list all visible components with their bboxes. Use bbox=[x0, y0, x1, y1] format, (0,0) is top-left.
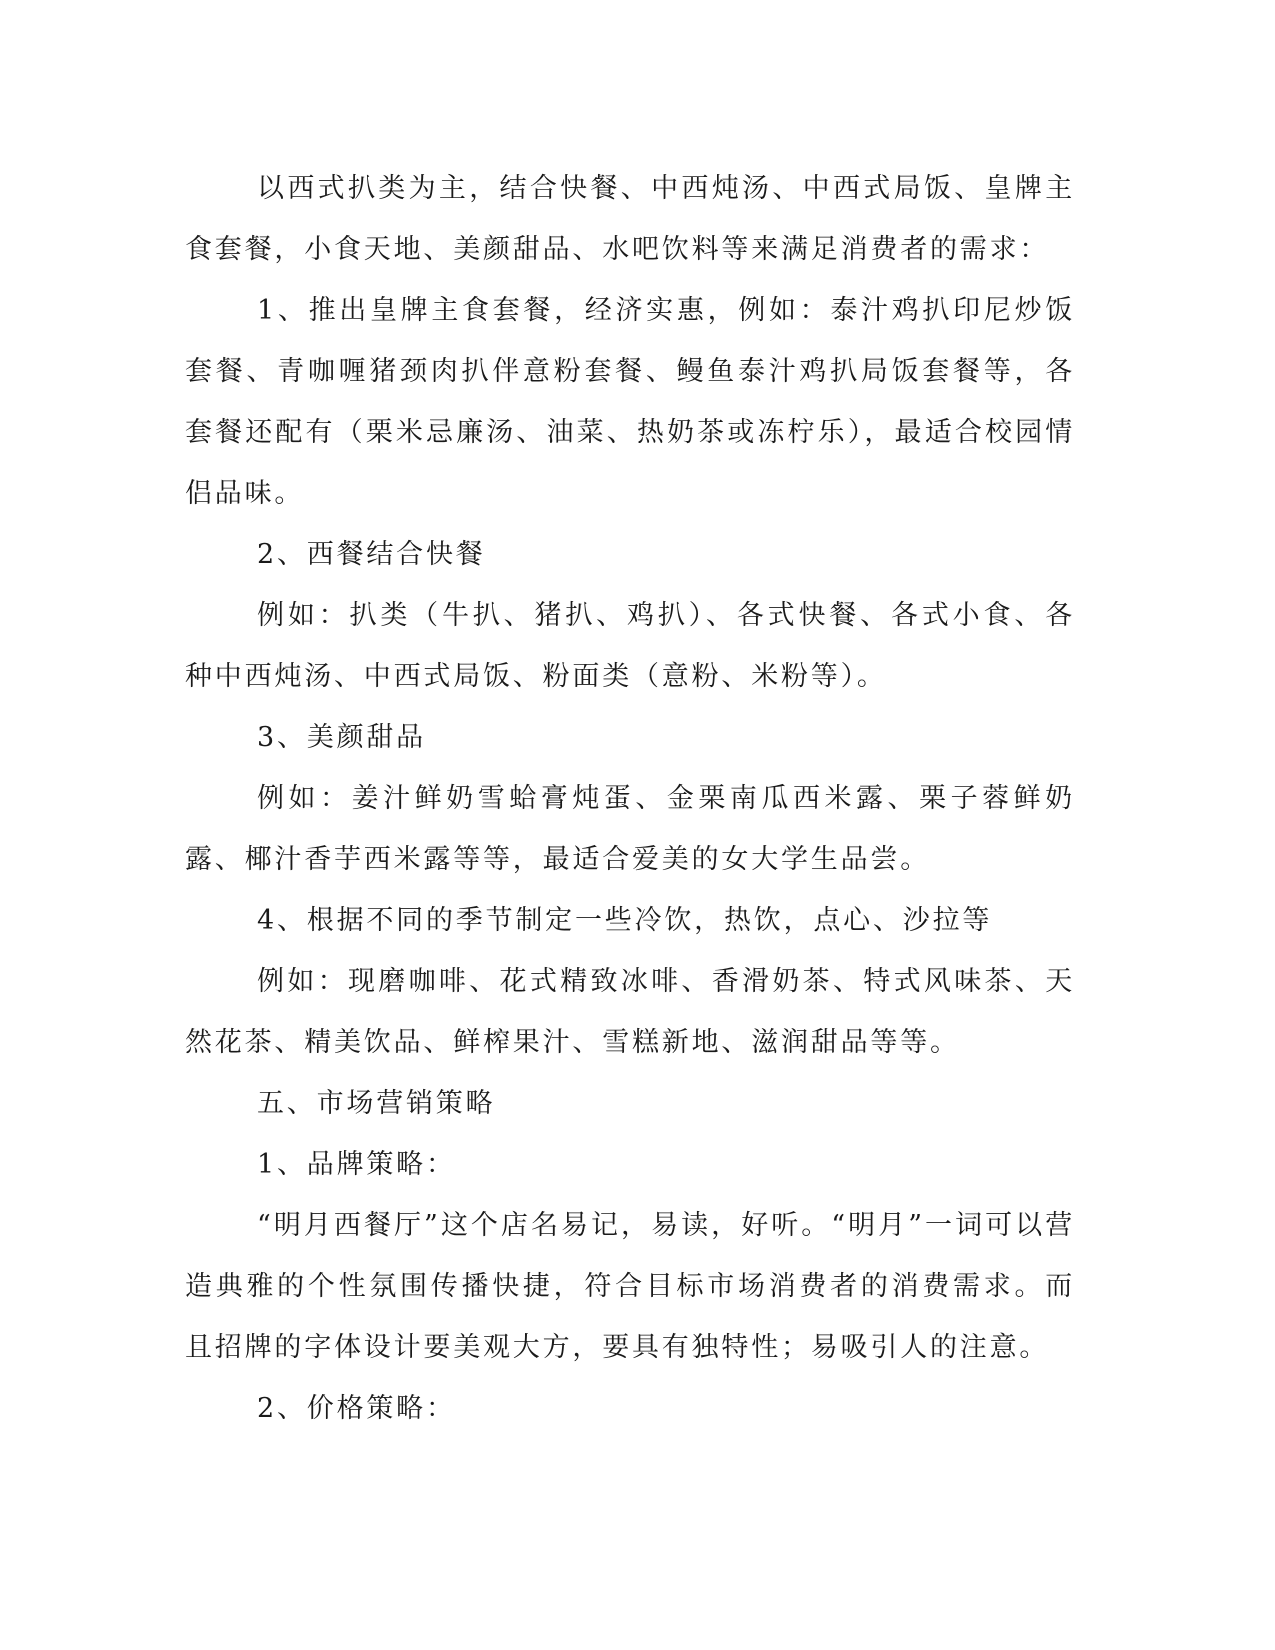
paragraph-brand-strategy: “明月西餐厅”这个店名易记，易读，好听。“明月”一词可以营造典雅的个性氛围传播快捷，符合目标市场消费者的消费需求。而且招牌的字体设计要美观大方，要具有独特性；易吸引人的注意。 bbox=[185, 1210, 1075, 1363]
paragraph-item-4-heading: 4、根据不同的季节制定一些冷饮，热饮，点心、沙拉等 bbox=[257, 905, 993, 936]
paragraph-item-2-heading: 2、西餐结合快餐 bbox=[257, 539, 486, 570]
paragraph-item-2-examples: 例如：扒类（牛扒、猪扒、鸡扒）、各式快餐、各式小食、各种中西炖汤、中西式局饭、粉面类（意粉、米粉等）。 bbox=[185, 600, 1075, 692]
paragraph-item-1-set-meals: 1、推出皇牌主食套餐，经济实惠，例如：泰汁鸡扒印尼炒饭套餐、青咖喱猪颈肉扒伴意粉套餐、鳗鱼泰汁鸡扒局饭套餐等，各套餐还配有（栗米忌廉汤、油菜、热奶茶或冻柠乐），最适合校园情侣品味。 bbox=[185, 295, 1075, 509]
paragraph-item-3-heading: 3、美颜甜品 bbox=[257, 722, 426, 753]
document-body bbox=[185, 158, 1075, 1439]
section-heading-marketing-strategy: 五、市场营销策略 bbox=[257, 1088, 496, 1119]
paragraph-menu-intro: 以西式扒类为主，结合快餐、中西炖汤、中西式局饭、皇牌主食套餐，小食天地、美颜甜品、水吧饮料等来满足消费者的需求： bbox=[185, 173, 1075, 265]
subheading-brand-strategy: 1、品牌策略： bbox=[257, 1149, 456, 1180]
paragraph-item-4-examples: 例如：现磨咖啡、花式精致冰啡、香滑奶茶、特式风味茶、天然花茶、精美饮品、鲜榨果汁、雪糕新地、滋润甜品等等。 bbox=[185, 966, 1075, 1058]
paragraph-item-3-examples: 例如：姜汁鲜奶雪蛤膏炖蛋、金栗南瓜西米露、栗子蓉鲜奶露、椰汁香芋西米露等等，最适合爱美的女大学生品尝。 bbox=[185, 783, 1075, 875]
subheading-price-strategy: 2、价格策略： bbox=[257, 1393, 456, 1424]
